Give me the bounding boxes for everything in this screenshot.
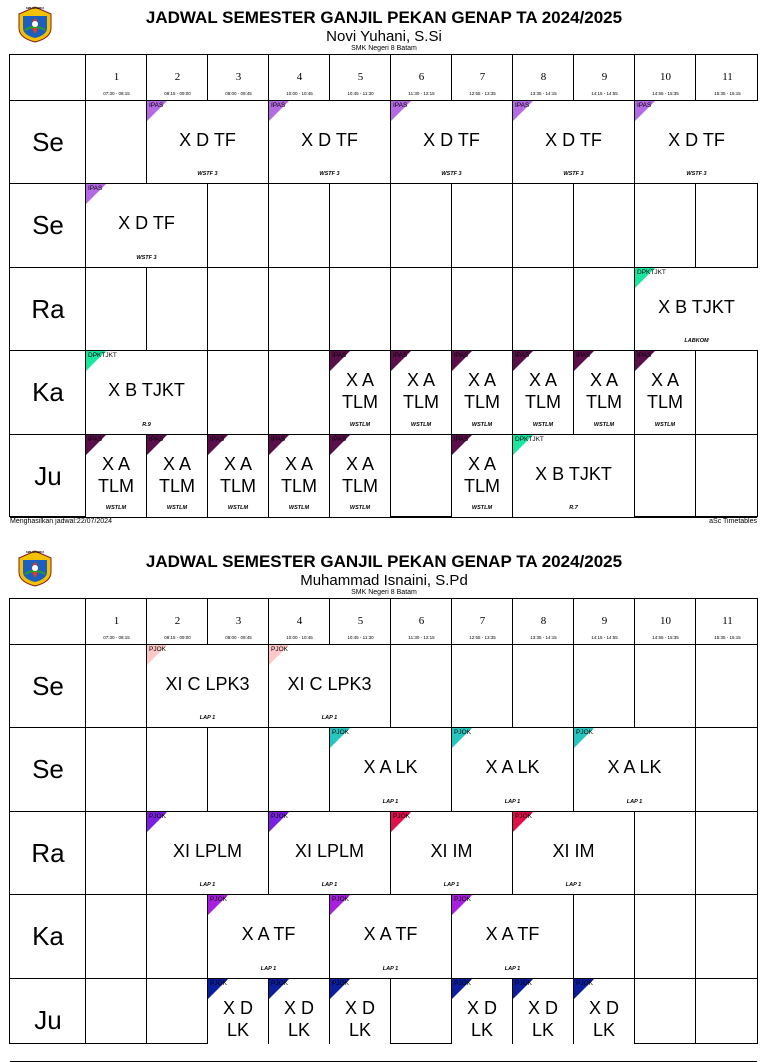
room-name: WSTF 3	[136, 254, 157, 261]
subject-code: PJOK	[271, 979, 288, 987]
class-name: X D LK	[344, 997, 375, 1040]
period-time: 14:15 - 14:55	[591, 91, 618, 96]
subject-code: IPAS	[393, 102, 408, 109]
lesson-cell[interactable]	[269, 101, 390, 183]
room-name: LAP 1	[321, 882, 338, 889]
lesson-cell[interactable]	[269, 812, 390, 894]
class-name: X A TF	[363, 924, 418, 945]
period-header	[635, 55, 696, 101]
lesson-cell[interactable]	[330, 979, 390, 1061]
timetable-grid	[9, 54, 758, 517]
class-name: X A TLM	[647, 370, 683, 413]
period-number: 7	[479, 615, 486, 627]
period-time: 09:00 - 09:45	[225, 91, 252, 96]
lesson-cell[interactable]	[635, 351, 695, 433]
footer-generated: Menghasilkan jadwal:22/07/2024	[10, 518, 112, 525]
subject-code: PJOK	[454, 979, 471, 987]
period-time: 10:45 - 11:30	[347, 635, 374, 640]
subject-code: IPAS	[210, 435, 225, 443]
lesson-cell[interactable]	[208, 895, 329, 977]
period-header	[513, 599, 574, 645]
room-name: LAP 1	[565, 882, 582, 889]
class-name: X D TF	[179, 130, 236, 150]
room-name: LAP 1	[382, 798, 399, 805]
class-name: X A TLM	[220, 453, 256, 496]
period-number: 1	[113, 615, 120, 627]
period-number: 9	[601, 71, 608, 83]
class-name: X D TF	[545, 130, 602, 150]
room-name: WSTF 3	[441, 171, 462, 178]
day-label: Se	[32, 127, 64, 157]
schedule-title: JADWAL SEMESTER GANJIL PEKAN GENAP TA 2024/2025	[145, 552, 623, 571]
lesson-cell[interactable]	[330, 895, 451, 977]
period-time: 14:55 - 15:35	[652, 635, 679, 640]
lesson-cell[interactable]	[452, 895, 573, 977]
period-time: 09:00 - 09:45	[225, 635, 252, 640]
room-name: WSTLM	[532, 421, 554, 428]
class-name: X D LK	[588, 997, 619, 1040]
period-time: 11:30 - 12:15	[408, 635, 435, 640]
period-time: 08:15 - 09:00	[164, 91, 191, 96]
timetable-grid	[9, 598, 758, 1044]
room-name: R.7	[569, 504, 578, 511]
school-logo-text: SMK NEGERI 8	[26, 7, 44, 10]
period-number: 5	[357, 71, 364, 83]
period-number: 8	[540, 71, 547, 83]
lesson-cell[interactable]	[513, 351, 573, 433]
period-header	[269, 55, 330, 101]
class-name: X B TJKT	[535, 463, 612, 484]
class-name: X D TF	[423, 130, 480, 150]
period-time: 15:35 - 16:15	[714, 635, 741, 640]
period-time: 15:35 - 16:15	[714, 91, 741, 96]
lesson-cell[interactable]	[452, 979, 512, 1061]
subject-code: IPAS	[393, 352, 408, 360]
subject-code: PJOK	[271, 812, 288, 820]
class-name: X D TF	[668, 130, 725, 150]
period-number: 6	[418, 71, 425, 83]
class-name: X A TLM	[586, 370, 622, 413]
day-label: Ju	[34, 1004, 62, 1035]
period-header	[574, 55, 635, 101]
period-time: 14:15 - 14:55	[591, 635, 618, 640]
subject-code: PJOK	[210, 979, 227, 987]
subject-code: PJOK	[149, 812, 166, 820]
period-time: 13:35 - 14:15	[530, 91, 557, 96]
subject-code: PJOK	[149, 646, 166, 653]
period-time: 11:30 - 12:15	[408, 91, 435, 96]
period-header	[86, 55, 147, 101]
period-number: 10	[660, 615, 671, 627]
period-header	[391, 55, 452, 101]
room-name: WSTLM	[349, 504, 371, 511]
lesson-cell[interactable]	[635, 101, 758, 183]
subject-code: IPAS	[88, 185, 103, 193]
lesson-cell[interactable]	[513, 101, 634, 183]
class-name: X A TF	[241, 924, 296, 945]
class-name: X B TJKT	[658, 296, 735, 317]
class-name: X A TF	[485, 924, 540, 945]
class-name: XI IM	[430, 840, 473, 861]
period-header	[696, 55, 759, 101]
room-name: WSTLM	[349, 421, 371, 428]
day-label: Se	[32, 210, 64, 241]
lesson-cell[interactable]	[452, 728, 573, 810]
period-number: 11	[722, 71, 733, 83]
class-name: XI IM	[552, 840, 595, 861]
grid-line	[10, 517, 757, 518]
lesson-cell[interactable]	[574, 351, 634, 433]
class-name: X A LK	[363, 757, 418, 778]
lesson-cell[interactable]	[513, 979, 573, 1061]
lesson-cell[interactable]	[147, 812, 268, 894]
class-name: X D LK	[222, 997, 253, 1040]
lesson-cell[interactable]	[147, 101, 268, 183]
class-name: X D LK	[283, 997, 314, 1040]
subject-code: IPAS	[271, 102, 286, 109]
lesson-cell[interactable]	[513, 435, 634, 517]
period-number: 2	[174, 71, 181, 83]
room-name: WSTLM	[288, 504, 310, 511]
lesson-cell[interactable]	[574, 728, 695, 810]
room-name: WSTLM	[471, 504, 493, 511]
subject-code: IPAS	[149, 102, 164, 109]
subject-code: IPAS	[332, 352, 347, 360]
subject-code: PJOK	[210, 896, 227, 904]
lesson-cell[interactable]	[635, 268, 758, 350]
room-name: WSTLM	[471, 421, 493, 428]
school-name: SMK Negeri 8 Batam	[351, 589, 417, 596]
period-time: 07:30 - 08:15	[103, 635, 130, 640]
lesson-cell[interactable]	[208, 435, 268, 517]
subject-code: IPAS	[515, 102, 530, 109]
lesson-cell[interactable]	[513, 812, 634, 894]
period-time: 10:00 - 10:45	[286, 635, 313, 640]
period-header	[269, 599, 330, 645]
subject-code: PJOK	[454, 729, 471, 737]
period-header	[513, 55, 574, 101]
period-number: 6	[418, 615, 425, 627]
period-header	[330, 599, 391, 645]
period-number: 9	[601, 615, 608, 627]
schedule-title: JADWAL SEMESTER GANJIL PEKAN GENAP TA 2024/2025	[145, 8, 623, 27]
lesson-cell[interactable]	[208, 979, 268, 1061]
room-name: WSTLM	[227, 504, 249, 511]
lesson-cell[interactable]	[452, 351, 512, 433]
period-number: 4	[296, 71, 303, 83]
period-header	[574, 599, 635, 645]
class-name: XI C LPK3	[287, 674, 372, 694]
subject-code: IPAS	[515, 352, 530, 360]
subject-code: PJOK	[515, 812, 532, 820]
room-name: WSTF 3	[197, 171, 218, 178]
subject-code: PJOK	[332, 729, 349, 737]
period-header	[147, 55, 208, 101]
period-number: 1	[113, 71, 120, 83]
period-time: 10:45 - 11:30	[347, 91, 374, 96]
period-number: 7	[479, 71, 486, 83]
class-name: X A TLM	[342, 453, 378, 496]
class-name: X A LK	[607, 757, 662, 778]
day-label: Se	[32, 754, 64, 785]
period-header	[452, 599, 513, 645]
room-name: LABKOM	[684, 338, 709, 345]
subject-code: IPAS	[149, 435, 164, 443]
class-name: X A TLM	[525, 370, 561, 413]
grid-line	[634, 599, 635, 1043]
subject-code: PJOK	[515, 979, 532, 987]
day-label: Ju	[34, 460, 62, 491]
class-name: X D LK	[527, 997, 558, 1040]
class-name: XI LPLM	[294, 840, 365, 861]
room-name: LAP 1	[626, 798, 643, 805]
lesson-cell[interactable]	[269, 435, 329, 517]
class-name: X A TLM	[281, 453, 317, 496]
class-name: X B TJKT	[108, 380, 185, 401]
lesson-cell[interactable]	[391, 351, 451, 433]
period-time: 08:15 - 09:00	[164, 635, 191, 640]
subject-code: DPKTJKT	[88, 352, 117, 360]
period-time: 07:30 - 08:15	[103, 91, 130, 96]
class-name: XI C LPK3	[165, 674, 250, 694]
period-number: 3	[235, 615, 242, 627]
subject-code: PJOK	[332, 896, 349, 904]
lesson-cell[interactable]	[391, 812, 512, 894]
period-number: 11	[722, 615, 733, 627]
period-header	[391, 599, 452, 645]
lesson-cell[interactable]	[269, 645, 390, 727]
period-time: 10:00 - 10:45	[286, 91, 313, 96]
period-header	[208, 55, 269, 101]
lesson-cell[interactable]	[86, 351, 207, 433]
room-name: WSTF 3	[563, 171, 584, 178]
period-time: 13:35 - 14:15	[530, 635, 557, 640]
class-name: X D LK	[466, 997, 497, 1040]
room-name: LAP 1	[504, 798, 521, 805]
period-number: 2	[174, 615, 181, 627]
grid-line	[695, 599, 696, 1043]
class-name: X A TLM	[98, 453, 134, 496]
subject-code: IPAS	[637, 352, 652, 360]
subject-code: IPAS	[88, 435, 103, 443]
subject-code: DPKTJKT	[637, 268, 666, 276]
room-name: WSTF 3	[319, 171, 340, 178]
period-number: 5	[357, 615, 364, 627]
room-name: WSTLM	[105, 504, 127, 511]
period-header	[147, 599, 208, 645]
lesson-cell[interactable]	[86, 435, 146, 517]
lesson-cell[interactable]	[269, 979, 329, 1061]
subject-code: IPAS	[271, 435, 286, 443]
subject-code: PJOK	[271, 646, 288, 653]
room-name: LAP 1	[443, 882, 460, 889]
day-label: Se	[32, 671, 64, 701]
lesson-cell[interactable]	[147, 435, 207, 517]
lesson-cell[interactable]	[330, 435, 390, 517]
class-name: X D TF	[301, 130, 358, 150]
period-number: 3	[235, 71, 242, 83]
period-time: 14:55 - 15:35	[652, 91, 679, 96]
lesson-cell[interactable]	[330, 351, 390, 433]
day-label: Ka	[32, 377, 64, 408]
period-header	[696, 599, 759, 645]
room-name: LAP 1	[199, 715, 216, 722]
subject-code: IPAS	[454, 352, 469, 360]
day-label: Ra	[31, 837, 65, 868]
day-label: Ka	[32, 921, 64, 952]
period-time: 12:55 - 13:35	[469, 635, 496, 640]
class-name: X A TLM	[464, 370, 500, 413]
subject-code: IPAS	[332, 435, 347, 443]
teacher-name: Muhammad Isnaini, S.Pd	[300, 572, 468, 589]
class-name: X A LK	[485, 757, 540, 778]
room-name: LAP 1	[382, 965, 399, 972]
room-name: LAP 1	[321, 715, 338, 722]
period-header	[86, 599, 147, 645]
lesson-cell[interactable]	[574, 979, 634, 1061]
school-name: SMK Negeri 8 Batam	[351, 45, 417, 52]
class-name: X A TLM	[159, 453, 195, 496]
class-name: X A TLM	[403, 370, 439, 413]
day-label: Ra	[31, 293, 65, 324]
period-header	[635, 599, 696, 645]
room-name: LAP 1	[504, 965, 521, 972]
subject-code: IPAS	[576, 352, 591, 360]
room-name: LAP 1	[260, 965, 277, 972]
room-name: WSTLM	[654, 421, 676, 428]
subject-code: PJOK	[393, 812, 410, 820]
room-name: WSTLM	[593, 421, 615, 428]
subject-code: PJOK	[332, 979, 349, 987]
lesson-cell[interactable]	[86, 184, 207, 266]
period-number: 10	[660, 71, 671, 83]
period-time: 12:55 - 13:35	[469, 91, 496, 96]
room-name: WSTLM	[166, 504, 188, 511]
lesson-cell[interactable]	[147, 645, 268, 727]
room-name: LAP 1	[199, 882, 216, 889]
subject-code: PJOK	[576, 729, 593, 737]
school-logo-text: SMK NEGERI 8	[26, 551, 44, 554]
class-name: X D TF	[118, 213, 175, 234]
room-name: WSTLM	[410, 421, 432, 428]
grid-line	[85, 599, 86, 1043]
room-name: R.9	[142, 421, 151, 428]
room-name: WSTF 3	[686, 171, 707, 178]
subject-code: IPAS	[637, 102, 652, 109]
period-number: 8	[540, 615, 547, 627]
lesson-cell[interactable]	[330, 728, 451, 810]
period-header	[330, 55, 391, 101]
subject-code: PJOK	[454, 896, 471, 904]
teacher-name: Novi Yuhani, S.Si	[326, 28, 442, 45]
period-header	[208, 599, 269, 645]
period-number: 4	[296, 615, 303, 627]
class-name: X A TLM	[464, 453, 500, 496]
subject-code: DPKTJKT	[515, 435, 544, 443]
class-name: XI LPLM	[172, 840, 243, 861]
subject-code: PJOK	[576, 979, 593, 987]
lesson-cell[interactable]	[452, 435, 512, 517]
lesson-cell[interactable]	[391, 101, 512, 183]
footer-software: aSc Timetables	[709, 518, 757, 525]
class-name: X A TLM	[342, 370, 378, 413]
period-header	[452, 55, 513, 101]
subject-code: IPAS	[454, 435, 469, 443]
